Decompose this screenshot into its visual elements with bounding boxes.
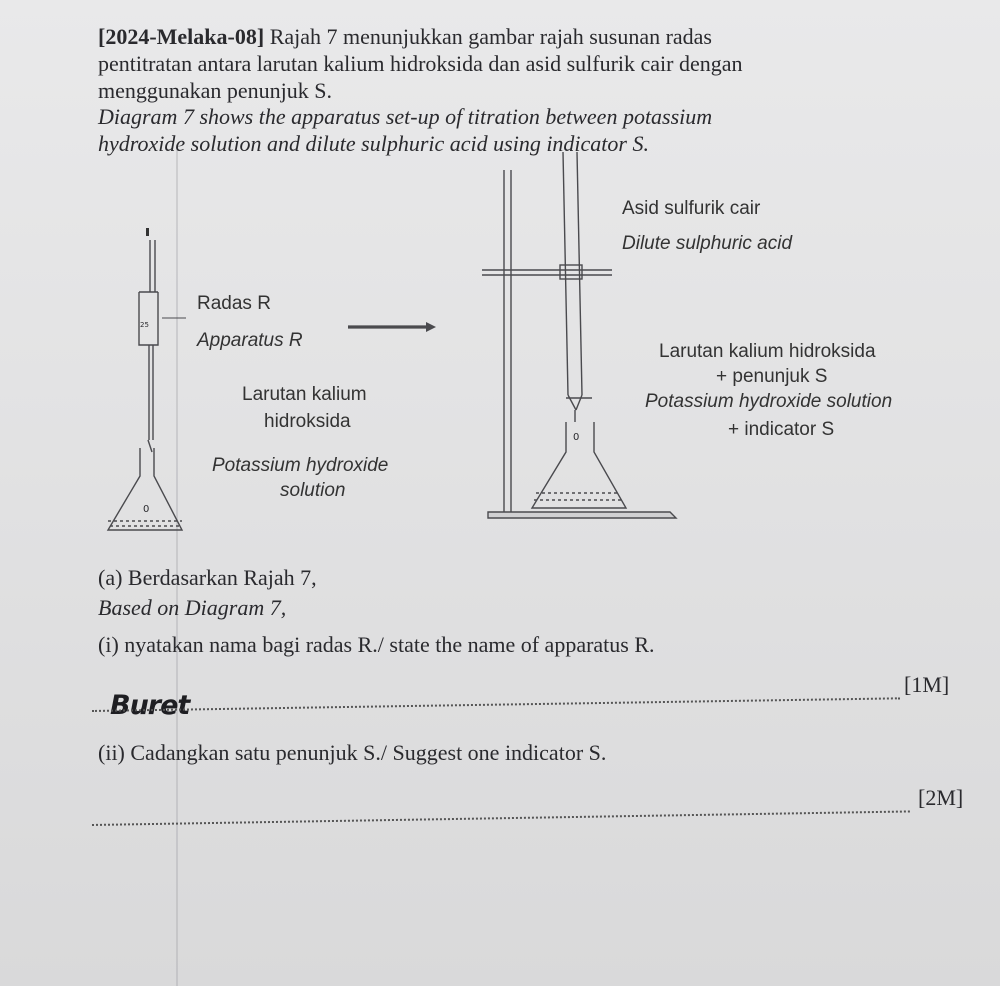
part-a-i-marks: [1M] bbox=[904, 672, 950, 697]
part-a-stem-en: Based on Diagram 7, bbox=[98, 595, 287, 620]
burette-scale-mark: 25 bbox=[140, 321, 149, 329]
label-apparatus-r: Apparatus R bbox=[197, 330, 303, 351]
right-flask-mark: 0 bbox=[573, 432, 580, 443]
part-a-i-prompt: (i) nyatakan nama bagi radas R./ state the name of apparatus R. bbox=[98, 632, 655, 657]
intro-en-1: Diagram 7 shows the apparatus set-up of titration between potassium bbox=[98, 104, 713, 129]
label-larutan-kalium: Larutan kalium bbox=[242, 384, 367, 405]
intro-ms-3: menggunakan penunjuk S. bbox=[98, 78, 333, 103]
label-solution: solution bbox=[280, 480, 346, 501]
intro-ms-2: pentitratan antara larutan kalium hidroksida dan asid sulfurik cair dengan bbox=[98, 51, 743, 76]
part-a-ii-marks: [2M] bbox=[918, 785, 964, 810]
label-dilute-sulphuric: Dilute sulphuric acid bbox=[622, 233, 793, 254]
label-asid-sulfurik: Asid sulfurik cair bbox=[622, 198, 761, 219]
left-burette bbox=[139, 228, 186, 452]
question-tag: [2024-Melaka-08] bbox=[98, 24, 265, 49]
label-potassium-hydroxide-solution: Potassium hydroxide solution bbox=[645, 391, 893, 412]
part-a-i-answer: Buret bbox=[110, 690, 190, 721]
intro-en-2: hydroxide solution and dilute sulphuric acid using indicator S. bbox=[98, 131, 649, 156]
part-a-stem-ms: (a) Berdasarkan Rajah 7, bbox=[98, 565, 317, 590]
label-hidroksida: hidroksida bbox=[264, 411, 351, 432]
part-a-ii-prompt: (ii) Cadangkan satu penunjuk S./ Suggest one indicator S. bbox=[98, 740, 607, 765]
label-penunjuk-s: + penunjuk S bbox=[716, 366, 828, 387]
label-potassium-hydroxide: Potassium hydroxide bbox=[212, 455, 389, 476]
right-burette bbox=[563, 152, 592, 422]
pointer-arrow bbox=[348, 322, 436, 332]
intro-ms-1: Rajah 7 menunjukkan gambar rajah susunan radas bbox=[269, 24, 712, 49]
label-larutan-kalium-hidroksida: Larutan kalium hidroksida bbox=[659, 341, 876, 362]
left-conical-flask bbox=[108, 448, 182, 530]
label-radas-r: Radas R bbox=[197, 293, 271, 314]
label-indicator-s: + indicator S bbox=[728, 419, 835, 440]
left-flask-mark: 0 bbox=[143, 504, 150, 515]
